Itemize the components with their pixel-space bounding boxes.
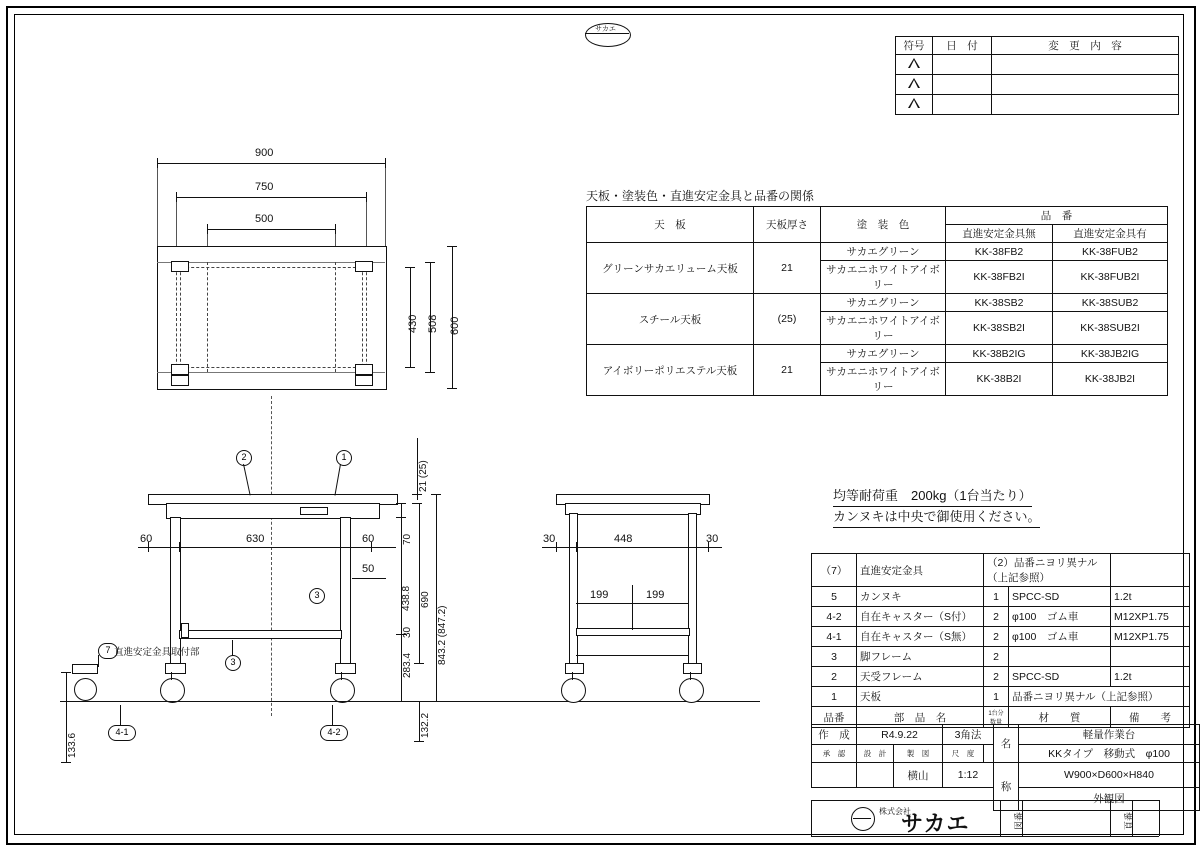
spec-nostab-2: KK-38FB2I — [946, 261, 1053, 294]
spec-color-3: サカエグリーン — [821, 294, 946, 312]
table-row — [812, 763, 1200, 788]
table-row — [896, 55, 1179, 75]
spec-withstab-4: KK-38SUB2I — [1053, 312, 1168, 345]
rev-content-cell — [992, 75, 1179, 95]
parts-material-4-2: φ100 ゴム車 — [1009, 607, 1111, 627]
spec-color-1: サカエグリーン — [821, 243, 946, 261]
frontview-dim-60-right: 60 — [362, 533, 375, 545]
spec-nostab-5: KK-38B2IG — [946, 345, 1053, 363]
sideview-leg-left — [569, 513, 578, 665]
parts-no-1: 1 — [812, 687, 857, 707]
title-draft-label: 製 図 — [894, 745, 943, 763]
balloon-3-upper: 3 — [309, 588, 325, 604]
frontview-dim-690: 690 — [420, 591, 431, 608]
parts-material-4-1: φ100 ゴム車 — [1009, 627, 1111, 647]
topview-caster-plate — [355, 375, 373, 386]
spec-head-group: 品 番 — [946, 207, 1168, 225]
sideview-cross-bar — [576, 628, 690, 636]
caster-icon — [74, 678, 97, 701]
spec-withstab-6: KK-38JB2I — [1053, 363, 1168, 396]
sideview-dim-30-right: 30 — [706, 533, 719, 545]
sideview-dim-199-left: 199 — [590, 589, 609, 601]
sideview-apron — [565, 503, 701, 515]
caster-icon — [330, 678, 355, 703]
title-name-label: 名 — [994, 725, 1019, 763]
frontview-handle-slot — [300, 507, 328, 515]
parts-material-3 — [1009, 647, 1111, 667]
table-row — [896, 75, 1179, 95]
frontview-dim-132-2: 132.2 — [420, 712, 431, 738]
balloon-7-stabilizer: 7 — [98, 643, 118, 659]
title-scale-label: 尺 度 — [943, 745, 984, 763]
spec-withstab-2: KK-38FUB2I — [1053, 261, 1168, 294]
table-row — [587, 243, 1168, 261]
spec-top-3: アイボリーポリエステル天板 — [587, 345, 754, 396]
table-row — [812, 687, 1190, 707]
spec-head-color: 塗 装 色 — [821, 207, 946, 243]
spec-thickness-3: 21 — [754, 345, 821, 396]
parts-head-no: 品番 — [812, 707, 857, 728]
drawing-no-label: 図番 — [1014, 811, 1024, 830]
parts-remark-3 — [1111, 647, 1190, 667]
parts-name-7: 直進安定金具 — [857, 554, 984, 587]
parts-material-7: （2）品番ニヨリ異ナル（上記参照） — [984, 554, 1111, 587]
note-stabilizer-mount: 直進安定金具取付部 — [114, 647, 200, 658]
topview-frame-left — [176, 262, 177, 372]
rev-date-cell — [933, 95, 992, 115]
table-row — [812, 607, 1190, 627]
topview-caster-plate — [355, 261, 373, 272]
spec-nostab-4: KK-38SB2I — [946, 312, 1053, 345]
frontview-dim-283-4: 283.4 — [402, 652, 413, 678]
frontview-leg-base-left — [165, 663, 186, 674]
frontview-dim-133-6: 133.6 — [67, 732, 78, 758]
spec-table-caption: 天板・塗装色・直進安定金具と品番の関係 — [586, 187, 814, 207]
note-load-capacity: 均等耐荷重 200kg（1台当たり） — [833, 485, 1032, 507]
note-usage: カンヌキは中央で御使用ください。 — [833, 506, 1040, 528]
topview-frame-right — [366, 262, 367, 372]
rev-mark-cell — [896, 55, 933, 75]
sideview-leg-right — [688, 513, 697, 665]
balloon-4-2: 4-2 — [320, 725, 348, 741]
page-no-label: 頁番 — [1124, 811, 1134, 830]
spec-table — [586, 206, 1168, 396]
title-name-line1: 軽量作業台 — [1019, 725, 1200, 745]
table-row — [812, 587, 1190, 607]
title-scale-value: 1:12 — [943, 763, 994, 788]
spec-thickness-1: 21 — [754, 243, 821, 294]
sideview-leg-base-right — [683, 663, 702, 674]
table-row — [896, 37, 1179, 55]
rev-date-cell — [933, 75, 992, 95]
parts-no-4-2: 4-2 — [812, 607, 857, 627]
spec-head-withstab: 直進安定金具有 — [1053, 225, 1168, 243]
topview-caster-plate — [171, 364, 189, 375]
parts-no-5: 5 — [812, 587, 857, 607]
spec-top-1: グリーンサカエリューム天板 — [587, 243, 754, 294]
topview-dim-508: 508 — [427, 314, 439, 333]
parts-no-3: 3 — [812, 647, 857, 667]
parts-head-name: 部 品 名 — [857, 707, 984, 728]
balloon-1: 1 — [336, 450, 352, 466]
spec-head-top: 天 板 — [587, 207, 754, 243]
parts-remark-4-2: M12XP1.75 — [1111, 607, 1190, 627]
frontview-dim-70: 70 — [402, 533, 413, 545]
rev-mark-cell — [896, 75, 933, 95]
parts-no-2: 2 — [812, 667, 857, 687]
parts-head-remark: 備 考 — [1111, 707, 1190, 728]
spec-nostab-1: KK-38FB2 — [946, 243, 1053, 261]
frontview-dim-21-25: 21 (25) — [418, 460, 429, 492]
spec-color-2: サカエニホワイトアイボリー — [821, 261, 946, 294]
parts-name-3: 脚フレーム — [857, 647, 984, 667]
parts-qty-5: 1 — [984, 587, 1009, 607]
caster-icon — [160, 678, 185, 703]
frontview-leg-left — [170, 517, 181, 665]
title-block — [811, 724, 1200, 811]
topview-caster-plate — [171, 375, 189, 386]
parts-material-5: SPCC-SD — [1009, 587, 1111, 607]
spec-color-6: サカエニホワイトアイボリー — [821, 363, 946, 396]
topview-caster-plate — [355, 364, 373, 375]
parts-qty-4-1: 2 — [984, 627, 1009, 647]
spec-nostab-6: KK-38B2I — [946, 363, 1053, 396]
parts-name-5: カンヌキ — [857, 587, 984, 607]
frontview-leg-base-right — [335, 663, 356, 674]
stabilizer-bracket — [72, 664, 98, 674]
table-row — [812, 627, 1190, 647]
frontview-dim-843-2: 843.2 (847.2) — [437, 605, 448, 665]
parts-qty-4-2: 2 — [984, 607, 1009, 627]
parts-head-qty: 1台分 数量 — [984, 707, 1009, 728]
title-name-line2: KKタイプ 移動式 φ100 — [1019, 745, 1200, 763]
title-design-label: 設 計 — [857, 745, 894, 763]
parts-qty-3: 2 — [984, 647, 1009, 667]
caster-icon — [679, 678, 704, 703]
balloon-2: 2 — [236, 450, 252, 466]
parts-qty-1: 1 — [984, 687, 1009, 707]
sideview-dim-448: 448 — [614, 533, 633, 545]
sideview-dim-199-right: 199 — [646, 589, 665, 601]
spec-withstab-3: KK-38SUB2 — [1053, 294, 1168, 312]
title-drafter: 横山 — [894, 763, 943, 788]
title-approve-label: 承 認 — [812, 745, 857, 763]
parts-name-4-2: 自在キャスター（S付） — [857, 607, 984, 627]
title-title-line2 — [1019, 788, 1200, 811]
title-created-label: 作 成 — [812, 725, 857, 745]
table-row — [812, 647, 1190, 667]
company-name: サカエ — [901, 811, 970, 836]
table-row — [587, 294, 1168, 312]
rev-date-cell — [933, 55, 992, 75]
rev-head-mark: 符号 — [896, 37, 933, 55]
topview-dim-500: 500 — [255, 213, 274, 225]
table-row — [896, 95, 1179, 115]
topview-dim-600: 600 — [449, 316, 461, 335]
frontview-leg-right — [340, 517, 351, 665]
parts-head-material: 材 質 — [1009, 707, 1111, 728]
logo-stamp-text: サカエ — [595, 26, 616, 33]
rev-mark-cell — [896, 95, 933, 115]
parts-material-2: SPCC-SD — [1009, 667, 1111, 687]
parts-remark-4-1: M12XP1.75 — [1111, 627, 1190, 647]
parts-no-7: （7） — [812, 554, 857, 587]
parts-name-1: 天板 — [857, 687, 984, 707]
rev-head-content: 変 更 内 容 — [992, 37, 1179, 55]
balloon-4-1: 4-1 — [108, 725, 136, 741]
spec-thickness-2: (25) — [754, 294, 821, 345]
caster-icon — [561, 678, 586, 703]
frontview-cross-bar — [179, 630, 342, 639]
center-line — [271, 396, 272, 716]
topview-caster-plate — [171, 261, 189, 272]
parts-remark-5: 1.2t — [1111, 587, 1190, 607]
parts-no-4-1: 4-1 — [812, 627, 857, 647]
topview-dim-900: 900 — [255, 147, 274, 159]
parts-name-4-1: 自在キャスター（S無） — [857, 627, 984, 647]
spec-withstab-1: KK-38FUB2 — [1053, 243, 1168, 261]
frontview-dim-50: 50 — [362, 563, 375, 575]
sideview-dim-30-left: 30 — [543, 533, 556, 545]
revision-table — [895, 36, 1179, 115]
topview-dim-430: 430 — [407, 314, 419, 333]
title-title-line1: W900×D600×H840 — [1019, 763, 1200, 788]
parts-table — [811, 553, 1190, 728]
spec-nostab-3: KK-38SB2 — [946, 294, 1053, 312]
table-row — [812, 554, 1190, 587]
table-row — [587, 345, 1168, 363]
frontview-dim-438-8: 438.8 — [401, 585, 412, 611]
topview-dim-750: 750 — [255, 181, 274, 193]
table-row — [587, 207, 1168, 225]
frontview-dim-630: 630 — [246, 533, 265, 545]
spec-color-5: サカエグリーン — [821, 345, 946, 363]
spec-top-2: スチール天板 — [587, 294, 754, 345]
floor-line — [60, 701, 760, 702]
frontview-bracket — [181, 623, 189, 638]
balloon-3-lower: 3 — [225, 655, 241, 671]
parts-remark-7 — [1111, 554, 1190, 587]
title-created-date: R4.9.22 — [857, 725, 943, 745]
sideview-leg-base-left — [565, 663, 584, 674]
title-title-label: 称 — [994, 763, 1019, 811]
parts-material-1: 品番ニヨリ異ナル（上記参照） — [1009, 687, 1190, 707]
rev-head-date: 日 付 — [933, 37, 992, 55]
company-small-label: 株式会社 — [879, 807, 911, 816]
parts-remark-2: 1.2t — [1111, 667, 1190, 687]
table-row — [812, 667, 1190, 687]
sakae-logo-icon — [851, 807, 875, 831]
frontview-dim-60-left: 60 — [140, 533, 153, 545]
title-projection: 3角法 — [943, 725, 994, 745]
spec-color-4: サカエニホワイトアイボリー — [821, 312, 946, 345]
parts-name-2: 天受フレーム — [857, 667, 984, 687]
spec-withstab-5: KK-38JB2IG — [1053, 345, 1168, 363]
frontview-dim-30: 30 — [402, 626, 413, 638]
parts-qty-2: 2 — [984, 667, 1009, 687]
spec-head-thickness: 天板厚さ — [754, 207, 821, 243]
spec-head-nostab: 直進安定金具無 — [946, 225, 1053, 243]
rev-content-cell — [992, 95, 1179, 115]
rev-content-cell — [992, 55, 1179, 75]
table-row — [812, 725, 1200, 745]
